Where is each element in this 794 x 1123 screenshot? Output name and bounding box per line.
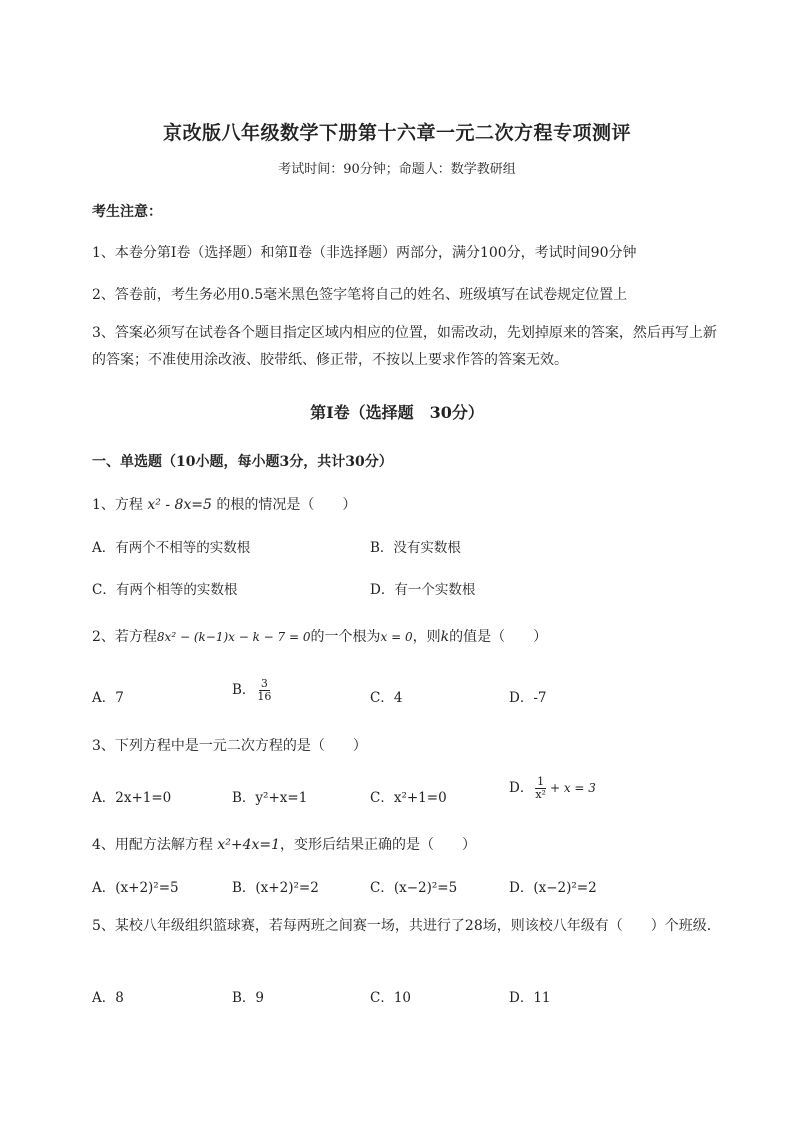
option-b[interactable]: B．没有实数根 <box>370 540 461 556</box>
notice-item: 1、本卷分第I卷（选择题）和第Ⅱ卷（非选择题）两部分，满分100分，考试时间90分钟 <box>92 245 637 261</box>
option-d[interactable]: D．-7 <box>509 690 547 706</box>
option-a[interactable]: A．8 <box>92 990 124 1006</box>
denominator: 16 <box>257 690 272 703</box>
notice-heading: 考生注意： <box>92 204 162 220</box>
question-text: 1、方程 <box>92 497 148 513</box>
page-title: 京改版八年级数学下册第十六章一元二次方程专项测评 <box>162 122 631 144</box>
variable-k: k <box>440 629 450 645</box>
part-heading: 一、单选题（10小题，每小题3分，共计30分） <box>92 454 393 470</box>
fraction <box>533 776 548 801</box>
option-c[interactable]: C．10 <box>370 990 412 1006</box>
option-b[interactable] <box>232 678 273 703</box>
equation: 8x² − (k−1)x − k − 7 = 0 <box>156 630 311 644</box>
root-value: x = 0 <box>380 630 413 644</box>
question-text: 4、用配方法解方程 <box>92 837 218 853</box>
option-a[interactable]: A．7 <box>92 690 124 706</box>
question-1 <box>92 494 356 514</box>
question-text: 2、若方程 <box>92 629 157 645</box>
equation: x²+4x=1 <box>217 837 281 853</box>
question-text: 的一个根为 <box>310 629 381 645</box>
option-b[interactable]: B．(x+2)²=2 <box>232 880 319 896</box>
option-c[interactable]: C．(x−2)²=5 <box>370 880 458 896</box>
exam-info: 考试时间：90分钟；命题人：数学教研组 <box>278 162 516 177</box>
notice-item: 2、答卷前，考生务必用0.5毫米黑色签字笔将自己的姓名、班级填写在试卷规定位置上 <box>92 287 628 303</box>
option-b[interactable]: B．9 <box>232 990 265 1006</box>
denominator: x² <box>535 788 546 801</box>
question-2 <box>92 626 547 646</box>
question-text: ，则 <box>412 629 441 645</box>
question-text: 的根的情况是（ ） <box>211 497 357 513</box>
section-title: 第I卷（选择题 30分） <box>310 403 484 422</box>
option-b[interactable]: B．y²+x=1 <box>232 790 308 806</box>
option-c[interactable]: C．有两个相等的实数根 <box>92 582 238 598</box>
question-text: ，变形后结果正确的是（ ） <box>280 837 477 853</box>
option-a[interactable]: A．(x+2)²=5 <box>92 880 179 896</box>
question-3: 3、下列方程中是一元二次方程的是（ ） <box>92 738 367 754</box>
fraction <box>255 678 273 703</box>
option-d[interactable] <box>509 776 596 801</box>
option-d[interactable]: D．有一个实数根 <box>370 582 476 598</box>
equation: + x = 3 <box>549 781 596 795</box>
numerator: 1 <box>537 775 545 788</box>
option-label: B． <box>232 682 256 698</box>
question-5: 5、某校八年级组织篮球赛，若每两班之间赛一场，共进行了28场，则该校八年级有（ ）个班级． <box>92 918 721 934</box>
question-4 <box>92 834 476 854</box>
option-label: D． <box>509 780 534 796</box>
option-c[interactable]: C．4 <box>370 690 403 706</box>
notice-item: 3、答案必须写在试卷各个题目指定区域内相应的位置，如需改动，先划掉原来的答案，然后再写上新的答案；不准使用涂改液、胶带纸、修正带，不按以上要求作答的答案无效。 <box>92 325 717 368</box>
equation: x² - 8x=5 <box>147 497 212 513</box>
option-d[interactable]: D．(x−2)²=2 <box>509 880 597 896</box>
numerator: 3 <box>260 677 268 690</box>
option-a[interactable]: A．有两个不相等的实数根 <box>92 540 251 556</box>
question-text: 的值是（ ） <box>449 629 548 645</box>
option-d[interactable]: D．11 <box>509 990 551 1006</box>
option-c[interactable]: C．x²+1=0 <box>370 790 447 806</box>
option-a[interactable]: A．2x+1=0 <box>92 790 172 806</box>
